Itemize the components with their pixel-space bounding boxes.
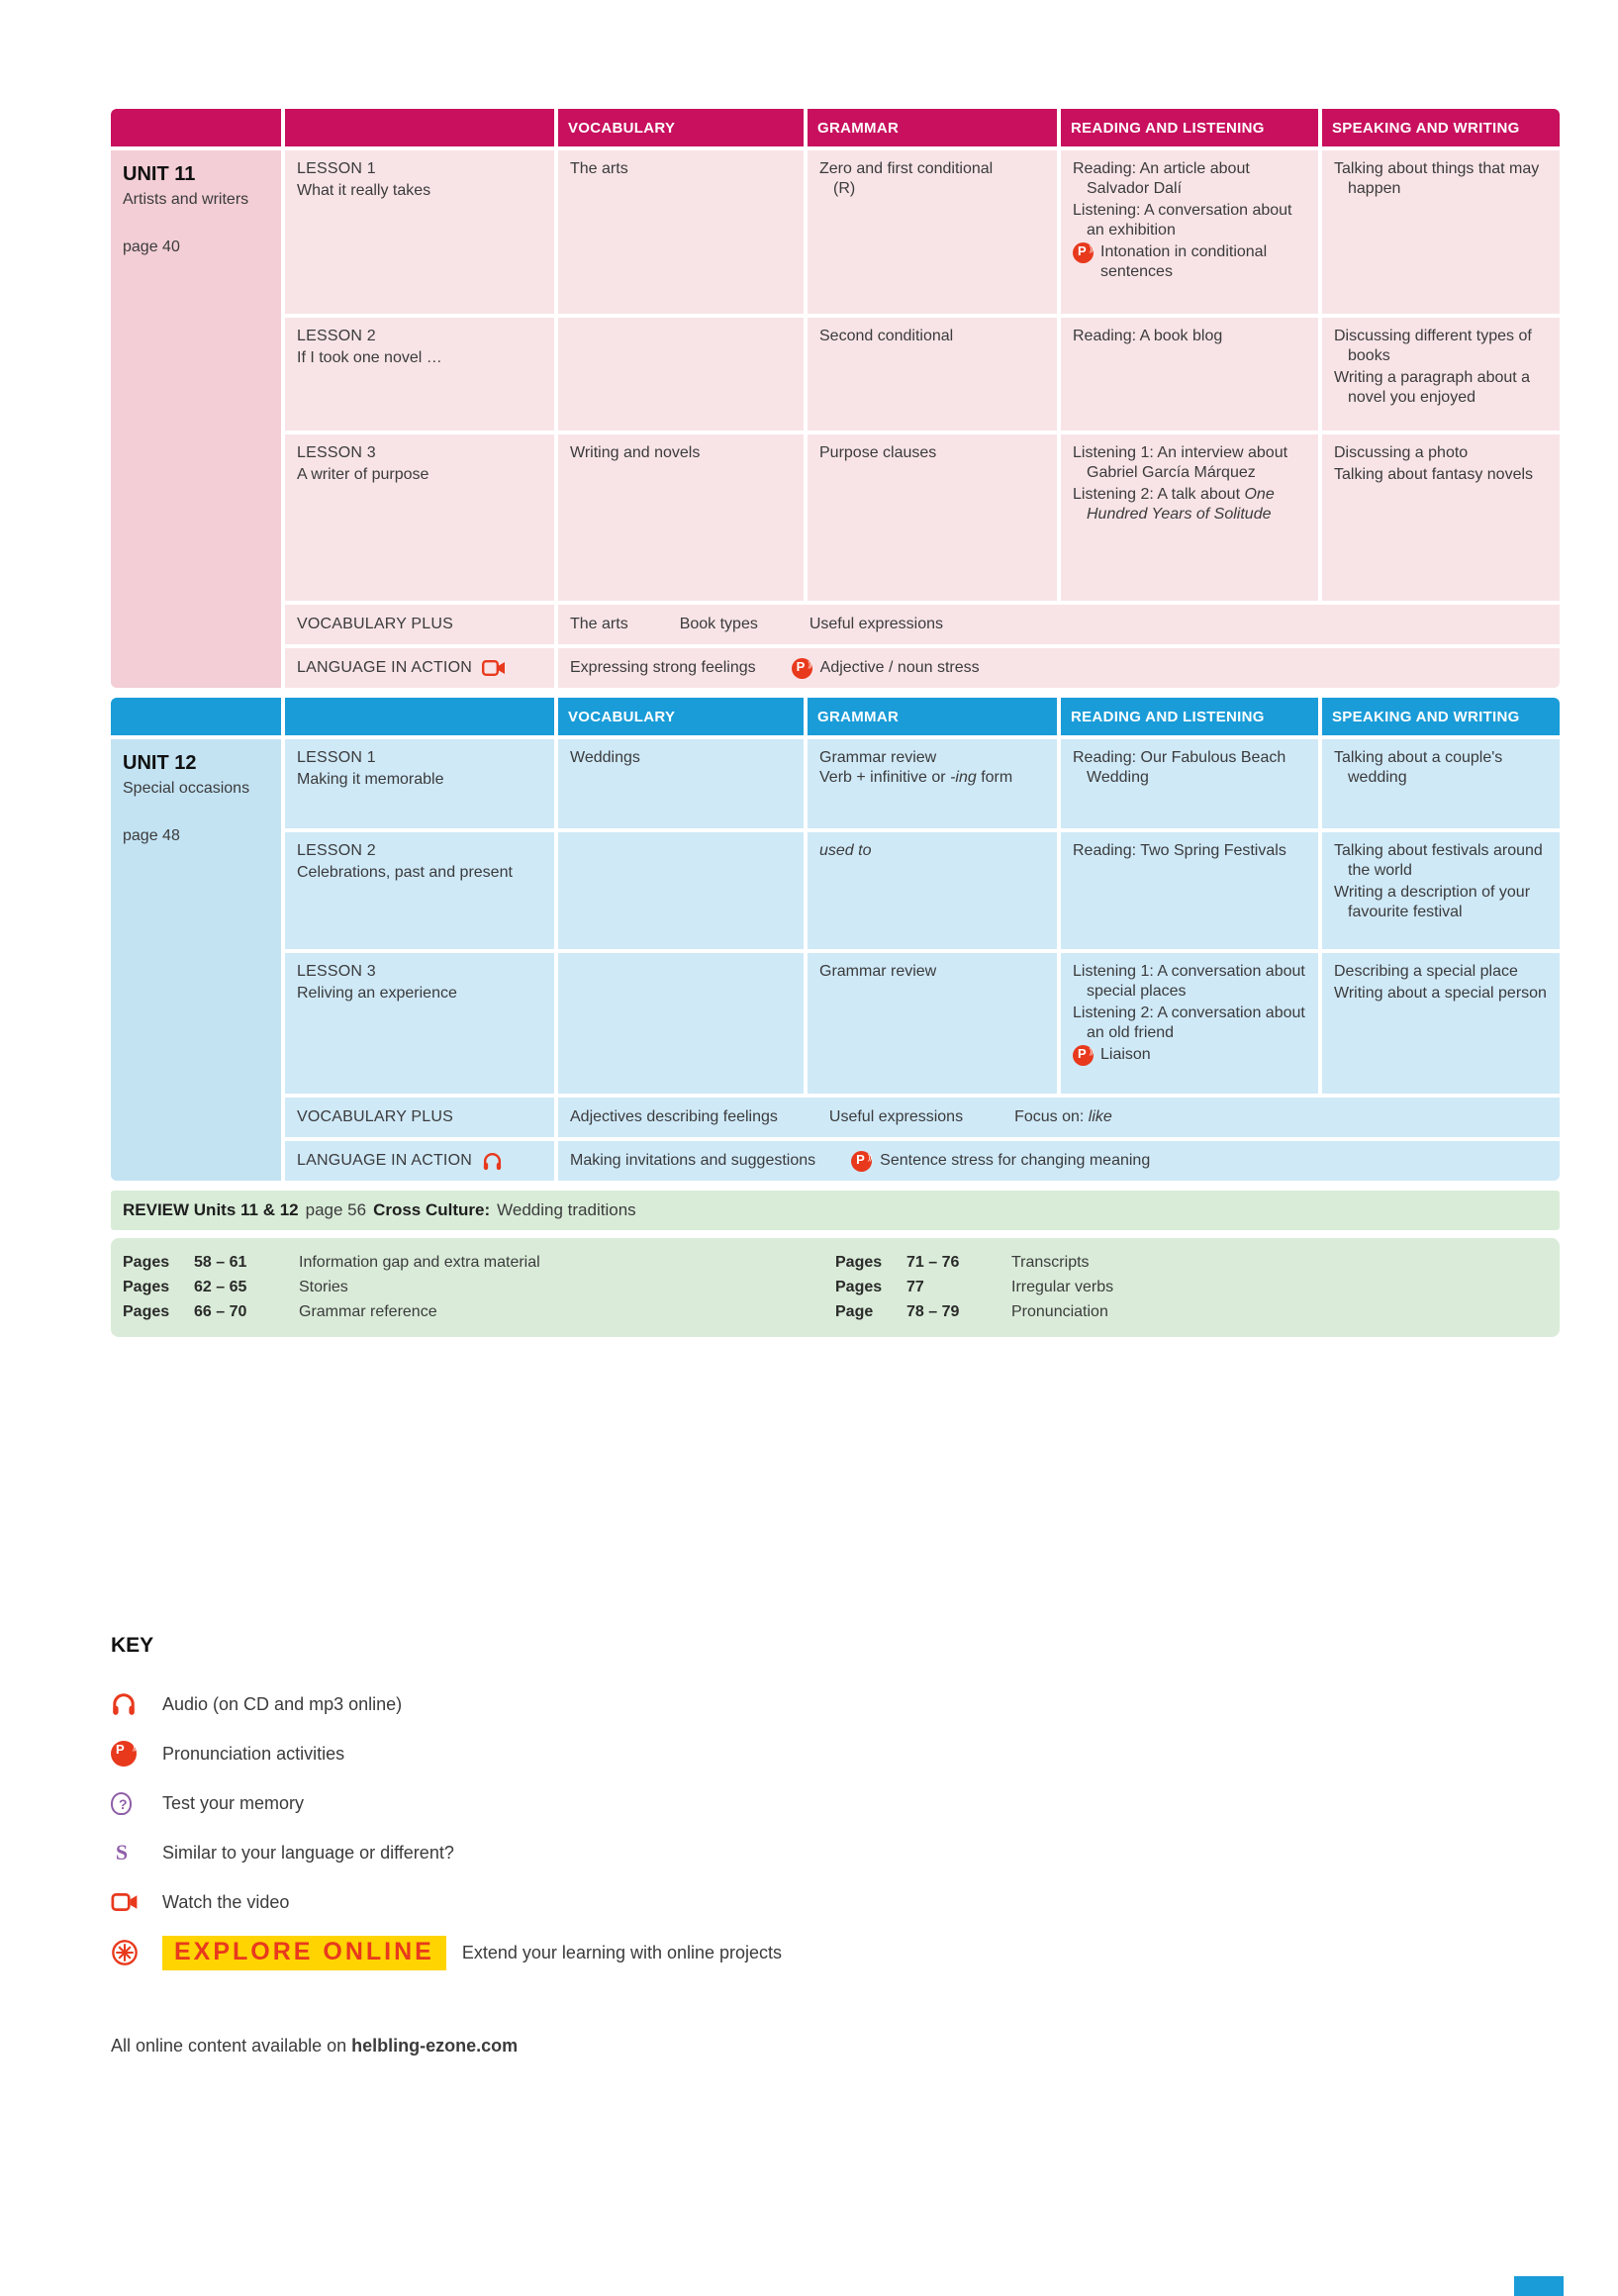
speaking-writing-cell: Describing a special place Writing about a special person	[1322, 953, 1560, 1094]
pages-left-column: Pages 58 – 61 Information gap and extra material Pages 62 – 65 Stories Pages 66 – 70 Grammar reference	[123, 1254, 540, 1320]
vocabulary-cell	[558, 318, 804, 430]
reading-listening-cell: Listening 1: An interview about Gabriel García Márquez Listening 2: A talk about One Hundred Years of Solitude	[1061, 434, 1318, 601]
header-spacer	[285, 698, 554, 735]
unit-page: page 48	[123, 827, 180, 844]
lesson-name: Reliving an experience	[297, 985, 457, 1002]
video-icon	[111, 1893, 139, 1911]
unit11-section	[111, 109, 1560, 688]
key-heading: KEY	[111, 1634, 154, 1657]
unit12-body	[111, 739, 1560, 1181]
reading-listening-cell: Listening 1: A conversation about special places Listening 2: A conversation about an old friend P )) Liaison	[1061, 953, 1318, 1094]
column-header-vocabulary: VOCABULARY	[558, 698, 804, 735]
pronunciation-icon	[1073, 1045, 1094, 1066]
lesson-name: Celebrations, past and present	[297, 864, 513, 881]
vocabulary-cell: The arts	[558, 150, 804, 314]
unit11-info	[111, 150, 281, 688]
contents-page	[111, 109, 1560, 2057]
language-in-action-label: LANGUAGE IN ACTION	[285, 648, 554, 688]
unit-title: UNIT 11	[123, 163, 196, 185]
vocabulary-cell	[558, 953, 804, 1094]
vocabulary-plus-content: Adjectives describing feelings Useful expressions Focus on: like	[558, 1098, 1560, 1137]
lesson-cell	[285, 739, 554, 828]
vocabulary-plus-label: VOCABULARY PLUS	[285, 1098, 554, 1137]
grammar-cell: Second conditional	[808, 318, 1057, 430]
header-spacer	[111, 698, 281, 735]
column-header-grammar: GRAMMAR	[808, 698, 1057, 735]
key-item-video: Watch the video	[111, 1877, 1560, 1927]
unit-subtitle: Artists and writers	[123, 191, 249, 208]
key-item-audio: Audio (on CD and mp3 online)	[111, 1679, 1560, 1729]
speaking-writing-cell: Talking about a couple's wedding	[1322, 739, 1560, 828]
pages-right-column: Pages 71 – 76 Transcripts Pages 77 Irregular verbs Page 78 – 79 Pronunciation	[835, 1254, 1114, 1320]
vocabulary-cell: Writing and novels	[558, 434, 804, 601]
column-header-speaking-writing: SPEAKING AND WRITING	[1322, 698, 1560, 735]
focus-on-item: Focus on: like	[1014, 1108, 1112, 1125]
lesson-cell	[285, 953, 554, 1094]
headphones-icon	[482, 1152, 503, 1171]
reading-listening-cell: Reading: Two Spring Festivals	[1061, 832, 1318, 949]
key-item-pronunciation: P )) Pronunciation activities	[111, 1729, 1560, 1778]
column-header-vocabulary: VOCABULARY	[558, 109, 804, 146]
lesson-cell	[285, 318, 554, 430]
pronunciation-icon	[111, 1741, 137, 1767]
lesson-label: LESSON 3	[297, 444, 376, 461]
speaking-writing-cell: Discussing different types of books Writing a paragraph about a novel you enjoyed	[1322, 318, 1560, 430]
pronunciation-icon	[851, 1151, 872, 1172]
column-header-speaking-writing: SPEAKING AND WRITING	[1322, 109, 1560, 146]
lesson-label: LESSON 1	[297, 749, 376, 766]
lesson-name: A writer of purpose	[297, 466, 429, 483]
grammar-cell: Purpose clauses	[808, 434, 1057, 601]
cross-culture-text: Wedding traditions	[497, 1200, 636, 1219]
lesson-name: What it really takes	[297, 182, 431, 199]
unit12-info	[111, 739, 281, 1181]
unit-page: page 40	[123, 239, 180, 255]
lesson-cell	[285, 832, 554, 949]
header-spacer	[111, 109, 281, 146]
similar-icon	[111, 1841, 133, 1865]
pages-panel	[111, 1238, 1560, 1337]
pronunciation-icon	[1073, 242, 1094, 263]
pronunciation-icon	[792, 658, 812, 679]
vocabulary-cell: Weddings	[558, 739, 804, 828]
key-section	[111, 1634, 1560, 1978]
grammar-cell: Zero and first conditional (R)	[808, 150, 1057, 314]
reading-listening-cell: Reading: A book blog	[1061, 318, 1318, 430]
key-item-memory: ? Test your memory	[111, 1778, 1560, 1828]
lesson-label: LESSON 2	[297, 328, 376, 344]
key-item-similar: S Similar to your language or different?	[111, 1828, 1560, 1877]
vocabulary-plus-content: The arts Book types Useful expressions	[558, 605, 1560, 644]
video-icon	[482, 660, 506, 676]
footer-note: All online content available on helbling-ezone.com	[111, 2036, 519, 2056]
unit-title: UNIT 12	[123, 752, 197, 774]
unit11-header-row	[111, 109, 1560, 146]
column-header-reading-listening: READING AND LISTENING	[1061, 109, 1318, 146]
lesson-cell	[285, 150, 554, 314]
header-spacer	[285, 109, 554, 146]
headphones-icon	[111, 1692, 137, 1716]
unit12-section	[111, 698, 1560, 1181]
unit11-body	[111, 150, 1560, 688]
review-page: page 56	[305, 1200, 367, 1219]
vocabulary-plus-label: VOCABULARY PLUS	[285, 605, 554, 644]
column-header-reading-listening: READING AND LISTENING	[1061, 698, 1318, 735]
lesson-cell	[285, 434, 554, 601]
speaking-writing-cell: Talking about festivals around the world Writing a description of your favourite festival	[1322, 832, 1560, 949]
key-item-explore-online: EXPLORE ONLINE Extend your learning with online projects	[111, 1927, 1560, 1978]
lesson-label: LESSON 2	[297, 842, 376, 859]
grammar-cell: Grammar review	[808, 953, 1057, 1094]
speaking-writing-cell: Discussing a photo Talking about fantasy novels	[1322, 434, 1560, 601]
ezone-domain: helbling-ezone.com	[351, 2036, 519, 2056]
lesson-label: LESSON 1	[297, 160, 376, 177]
review-bar	[111, 1191, 1560, 1230]
speaking-writing-cell: Talking about things that may happen	[1322, 150, 1560, 314]
lesson-label: LESSON 3	[297, 963, 376, 980]
language-in-action-content: Expressing strong feelings P )) Adjective / noun stress	[558, 648, 1560, 688]
grammar-cell: used to	[808, 832, 1057, 949]
language-in-action-content: Making invitations and suggestions P )) Sentence stress for changing meaning	[558, 1141, 1560, 1181]
language-in-action-label: LANGUAGE IN ACTION	[285, 1141, 554, 1181]
compass-icon	[111, 1939, 139, 1966]
grammar-cell: Grammar review Verb + infinitive or -ing form	[808, 739, 1057, 828]
reading-listening-cell: Reading: Our Fabulous Beach Wedding	[1061, 739, 1318, 828]
review-title: REVIEW Units 11 & 12	[123, 1200, 299, 1219]
lesson-name: Making it memorable	[297, 771, 444, 788]
listening-2-line: Listening 2: A talk about One Hundred Years of Solitude	[1073, 486, 1275, 523]
column-header-grammar: GRAMMAR	[808, 109, 1057, 146]
lesson-name: If I took one novel …	[297, 349, 442, 366]
unit-subtitle: Special occasions	[123, 780, 250, 797]
vocabulary-cell	[558, 832, 804, 949]
page-corner-tab	[1514, 2276, 1564, 2296]
cross-culture-label: Cross Culture:	[373, 1200, 491, 1219]
explore-online-badge: EXPLORE ONLINE	[162, 1936, 446, 1970]
unit12-header-row	[111, 698, 1560, 735]
reading-listening-cell: Reading: An article about Salvador Dalí Listening: A conversation about an exhibition P )) Intonation in conditional sentences	[1061, 150, 1318, 314]
grammar-line-2: Verb + infinitive or -ing form	[819, 769, 1013, 786]
memory-icon	[111, 1792, 132, 1815]
